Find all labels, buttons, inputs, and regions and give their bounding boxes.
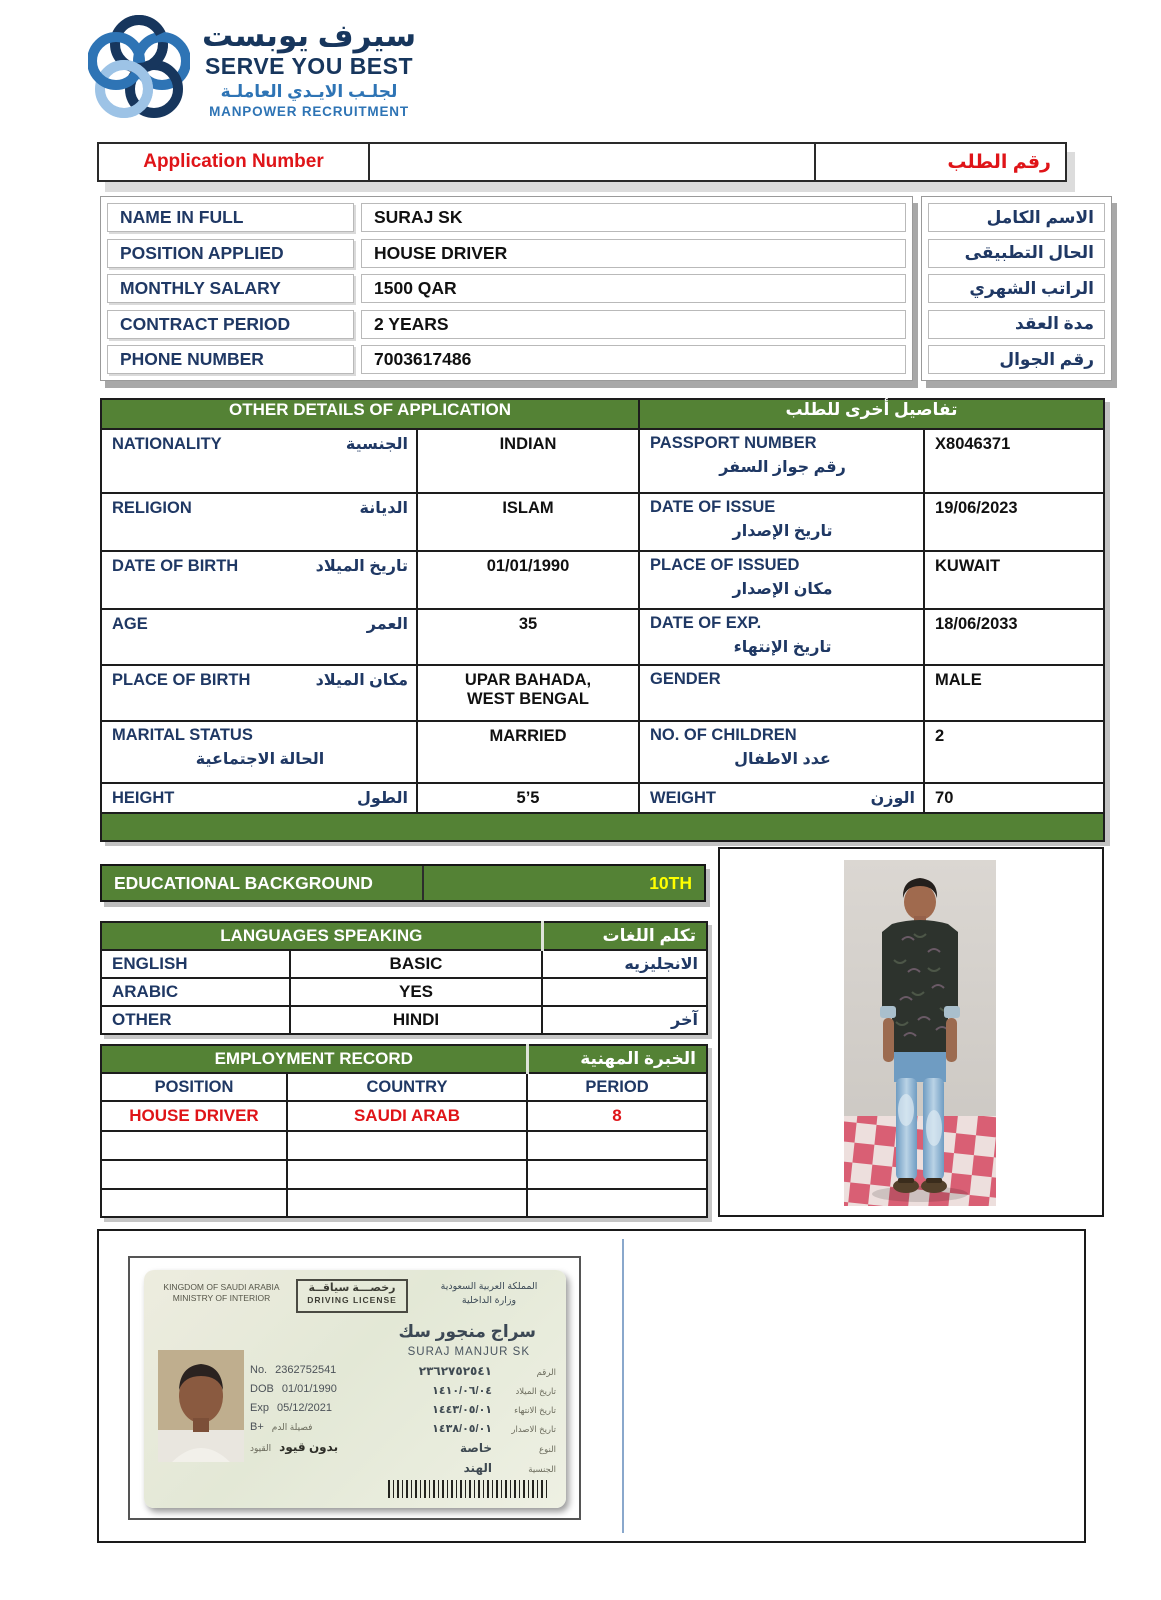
birth-date-value: 01/01/1990 [417, 551, 639, 609]
nationality-label: NATIONALITY [112, 435, 222, 453]
name-value: SURAJ SK [361, 203, 906, 232]
table-row [101, 429, 1104, 493]
application-number-label-text: Application Number [143, 151, 324, 172]
issue-date-label: DATE OF ISSUE [650, 498, 776, 516]
contract-label-arabic: مدة العقد [928, 310, 1105, 339]
educational-background-value: 10TH [649, 872, 692, 893]
height-label-arabic: الطول [357, 790, 408, 807]
license-holder-name-arabic: سراج منجور سك [398, 1322, 536, 1341]
other-details-header-ar: تفاصيل أخرى للطلب [639, 399, 1104, 429]
driving-license-card [144, 1270, 566, 1508]
application-number-label [99, 144, 370, 180]
table-row [101, 978, 707, 1006]
languages-header [101, 922, 707, 950]
license-issuer-en [154, 1282, 289, 1304]
birth-place-label: PLACE OF BIRTH [112, 671, 251, 689]
attachments-box [97, 1229, 1086, 1543]
applicant-photo [844, 860, 996, 1206]
serve-you-best-logo-icon [88, 14, 190, 126]
employment-period-value: 8 [527, 1101, 707, 1131]
license-ministry-ar: وزارة الداخلية [461, 1294, 517, 1306]
application-number-label-arabic-cell [816, 144, 1065, 180]
educational-background-row [100, 864, 706, 902]
table-row [101, 1006, 707, 1034]
license-no-value: 2362752541 [275, 1364, 337, 1376]
children-value: 2 [924, 721, 1104, 783]
license-issuer-ar [424, 1280, 554, 1308]
issue-place-value: KUWAIT [924, 551, 1104, 609]
license-headshot [158, 1350, 244, 1462]
license-expiry-arabic: ١٤٤٣/٠٥/٠١ [432, 1404, 492, 1416]
nationality-label-arabic: الجنسية [345, 436, 408, 453]
application-number-row [97, 142, 1067, 182]
expiry-date-value: 18/06/2033 [924, 609, 1104, 665]
license-ministry-en: MINISTRY OF INTERIOR [172, 1293, 271, 1304]
license-nationality-value: الهند [463, 1461, 492, 1475]
height-label: HEIGHT [112, 789, 175, 807]
other-language-label-arabic: آخر [542, 1006, 707, 1034]
issue-place-label-arabic: مكان الإصدار [732, 581, 833, 598]
license-title-english: DRIVING LICENSE [307, 1295, 397, 1306]
table-row [101, 721, 1104, 783]
position-label-arabic: الحال التطبيقى [928, 239, 1105, 268]
table-row [101, 1160, 707, 1189]
salary-label-arabic: الراتب الشهري [928, 274, 1105, 303]
applicant-photo-box [718, 847, 1104, 1217]
contract-value: 2 YEARS [361, 310, 906, 339]
english-level: BASIC [290, 950, 542, 978]
weight-label-arabic: الوزن [870, 790, 916, 807]
application-number-value-cell [370, 144, 816, 180]
marital-label-arabic: الحالة الاجتماعية [195, 751, 325, 768]
company-logo [88, 14, 428, 136]
table-row [101, 950, 707, 978]
logo-title-arabic: سيرف يوبست [201, 18, 417, 53]
license-blood-label-arabic: فصيلة الدم [271, 1422, 313, 1432]
logo-subtitle-arabic: لجلـب الايـدي العاملـة [220, 81, 398, 101]
name-label-arabic: الاسم الكامل [928, 203, 1105, 232]
expiry-date-label-arabic: تاريخ الإنتهاء [733, 639, 832, 656]
table-row [101, 1101, 707, 1131]
phone-label-arabic: رقم الجوال [928, 345, 1105, 374]
contract-label: CONTRACT PERIOD [107, 310, 354, 339]
license-issue-label-arabic: تاريخ الاصدار [511, 1424, 556, 1434]
birth-date-label-arabic: تاريخ الميلاد [315, 558, 408, 575]
salary-value: 1500 QAR [361, 274, 906, 303]
license-issue-arabic: ١٤٣٨/٠٥/٠١ [432, 1423, 492, 1435]
expiry-date-label: DATE OF EXP. [650, 614, 762, 632]
license-type-value: خاصة [459, 1441, 492, 1455]
license-birth-label-arabic: تاريخ الميلاد [515, 1386, 556, 1396]
other-details-table [100, 398, 1105, 842]
issue-place-label: PLACE OF ISSUED [650, 556, 800, 574]
license-no-label: No. [250, 1364, 268, 1376]
table-row [107, 274, 906, 303]
english-label-arabic: الانجليزيه [542, 950, 707, 978]
passport-value: X8046371 [924, 429, 1104, 493]
license-restrictions-value: بدون قيود [279, 1440, 339, 1454]
other-language-label: OTHER [101, 1006, 290, 1034]
table-row [107, 203, 906, 232]
position-value: HOUSE DRIVER [361, 239, 906, 268]
name-label: NAME IN FULL [107, 203, 354, 232]
table-row [101, 551, 1104, 609]
employment-table [100, 1044, 708, 1218]
issue-date-value: 19/06/2023 [924, 493, 1104, 551]
educational-background-label: EDUCATIONAL BACKGROUND [102, 866, 424, 900]
position-label: POSITION APPLIED [107, 239, 354, 268]
languages-header-ar: تكلم اللغات [542, 922, 707, 950]
license-dob-label: DOB [250, 1383, 274, 1395]
country-column-header: COUNTRY [287, 1073, 527, 1101]
basic-info-table [100, 196, 913, 381]
table-row [101, 665, 1104, 721]
table-row [107, 239, 906, 268]
table-row [107, 310, 906, 339]
other-details-header-en: OTHER DETAILS OF APPLICATION [101, 399, 639, 429]
salary-label: MONTHLY SALARY [107, 274, 354, 303]
license-restrictions-label: القيود [250, 1443, 272, 1453]
license-number-label-arabic: الرقم [536, 1367, 556, 1377]
table-row [101, 609, 1104, 665]
age-label-arabic: العمر [366, 616, 408, 633]
employment-columns-row [101, 1073, 707, 1101]
table-row [107, 345, 906, 374]
employment-header [101, 1045, 707, 1073]
birth-place-value [417, 665, 639, 721]
application-number-label-arabic: رقم الطلب [947, 151, 1051, 173]
birth-place-line2: WEST BENGAL [467, 690, 589, 708]
arabic-level: YES [290, 978, 542, 1006]
table-row [101, 783, 1104, 813]
license-dob-value: 01/01/1990 [281, 1383, 337, 1395]
age-value: 35 [417, 609, 639, 665]
height-value: 5’5 [417, 783, 639, 813]
age-label: AGE [112, 615, 148, 633]
position-column-header: POSITION [101, 1073, 287, 1101]
license-holder-name-english: SURAJ MANJUR SK [407, 1346, 530, 1358]
religion-label: RELIGION [112, 499, 192, 517]
phone-label: PHONE NUMBER [107, 345, 354, 374]
employment-header-ar: الخبرة المهنية [527, 1045, 707, 1073]
children-label: NO. OF CHILDREN [650, 726, 797, 744]
license-nationality-label: الجنسية [528, 1464, 556, 1474]
birth-place-line1: UPAR BAHADA, [464, 671, 592, 689]
license-fields-arabic [386, 1364, 556, 1481]
license-type-label: النوع [539, 1444, 556, 1454]
employment-country-value: SAUDI ARAB [287, 1101, 527, 1131]
marital-value: MARRIED [417, 721, 639, 783]
religion-value: ISLAM [417, 493, 639, 551]
weight-value: 70 [924, 783, 1104, 813]
arabic-label: ARABIC [101, 978, 290, 1006]
employment-header-en: EMPLOYMENT RECORD [101, 1045, 527, 1073]
license-exp-label: Exp [250, 1402, 269, 1414]
license-kingdom-ar: المملكة العربية السعودية [440, 1281, 538, 1292]
logo-title-english: SERVE YOU BEST [204, 52, 414, 79]
english-label: ENGLISH [101, 950, 290, 978]
vertical-divider-line [622, 1239, 624, 1533]
languages-table [100, 921, 708, 1035]
other-language-level: HINDI [290, 1006, 542, 1034]
employment-position-value: HOUSE DRIVER [101, 1101, 287, 1131]
license-expiry-label-arabic: تاريخ الانتهاء [514, 1405, 556, 1415]
weight-label: WEIGHT [650, 789, 717, 807]
license-title-box [296, 1279, 408, 1313]
marital-label: MARITAL STATUS [112, 726, 253, 744]
passport-label-arabic: رقم جواز السفر [719, 459, 846, 476]
other-details-header [101, 399, 1104, 429]
period-column-header: PERIOD [527, 1073, 707, 1101]
license-fields-latin [250, 1364, 380, 1461]
religion-label-arabic: الديانة [359, 500, 408, 517]
basic-info-arabic-column [921, 196, 1112, 381]
license-kingdom-en: KINGDOM OF SAUDI ARABIA [163, 1282, 280, 1292]
logo-subtitle-english: MANPOWER RECRUITMENT [209, 103, 409, 119]
languages-header-en: LANGUAGES SPEAKING [101, 922, 542, 950]
table-row [101, 1189, 707, 1217]
table-row [101, 1131, 707, 1160]
issue-date-label-arabic: تاريخ الإصدار [732, 523, 833, 540]
gender-label: GENDER [650, 670, 721, 688]
license-birth-arabic: ١٤١٠/٠٦/٠٤ [432, 1385, 492, 1397]
birth-date-label: DATE OF BIRTH [112, 557, 239, 575]
license-title-arabic: رخصـــة سياقــة [308, 1282, 396, 1294]
license-barcode [388, 1480, 548, 1498]
license-blood-value: B+ [250, 1421, 264, 1433]
phone-value: 7003617486 [361, 345, 906, 374]
table-row [101, 493, 1104, 551]
children-label-arabic: عدد الاطفال [734, 751, 831, 768]
passport-label: PASSPORT NUMBER [650, 434, 817, 452]
license-number-arabic: ٢٣٦٢٧٥٢٥٤١ [418, 1364, 492, 1378]
green-divider-bar [101, 813, 1104, 841]
license-exp-value: 05/12/2021 [276, 1402, 333, 1414]
driving-license-frame [128, 1256, 581, 1520]
gender-value: MALE [924, 665, 1104, 721]
birth-place-label-arabic: مكان الميلاد [315, 672, 408, 689]
nationality-value: INDIAN [417, 429, 639, 493]
arabic-label-arabic [542, 978, 707, 1006]
